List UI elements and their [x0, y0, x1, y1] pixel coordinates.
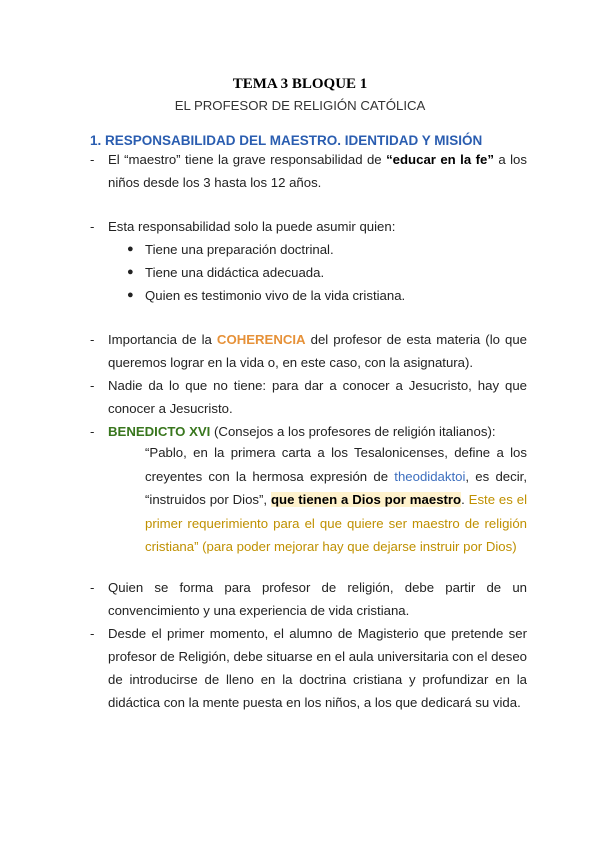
theodidaktoi-term: theodidaktoi [394, 468, 466, 484]
bullet-text: Tiene una didáctica adecuada. [145, 265, 325, 280]
text-run: . [461, 492, 469, 507]
list-item [90, 576, 527, 622]
text-run: El “maestro” tiene la grave responsabilidad de [108, 152, 387, 167]
dash-marker: - [90, 219, 95, 234]
section-heading: 1. RESPONSABILIDAD DEL MAESTRO. IDENTIDAD Y MISIÓN [90, 133, 483, 148]
list-item [90, 622, 527, 714]
benedicto-emphasis: BENEDICTO XVI [108, 424, 211, 439]
list-item [90, 148, 527, 194]
dash-marker: - [90, 424, 95, 439]
dash-marker: - [90, 626, 95, 641]
text-run: , es decir, “instruidos por Dios”, [145, 468, 527, 507]
bullet-icon: ● [127, 266, 134, 278]
text-run: a los niños desde los 3 hasta los 12 años. [108, 152, 527, 190]
bullet-text: Tiene una preparación doctrinal. [145, 242, 334, 257]
quote-block [145, 441, 527, 559]
bullet-item [127, 261, 324, 284]
page-title: TEMA 3 BLOQUE 1 [232, 76, 368, 92]
text-run: “Pablo, en la primera carta a los Tesalonicenses, define a los creyentes con la hermosa expresión de [145, 445, 527, 484]
bullet-item [127, 238, 334, 261]
paragraph-text: Quien se forma para profesor de religión, debe partir de un convencimiento y una experiencia de vida cristiana. [108, 580, 527, 618]
text-run: Importancia de la [108, 332, 217, 347]
bullet-text: Quien es testimonio vivo de la vida cristiana. [145, 288, 406, 303]
text-run: del profesor de esta materia (lo que queremos lograr en la vida o, en este caso, con la asignatura). [108, 332, 527, 370]
paragraph-text: Nadie da lo que no tiene: para dar a conocer a Jesucristo, hay que conocer a Jesucristo. [108, 378, 527, 416]
dash-marker: - [90, 152, 95, 167]
list-item [90, 215, 527, 238]
bullet-icon: ● [127, 243, 134, 255]
dash-marker: - [90, 378, 95, 393]
paragraph-text: Desde el primer momento, el alumno de Magisterio que pretende ser profesor de Religión, debe situarse en el aula universitaria con el deseo de introducirse de lleno en la doctrina cristiana y profundizar en la didáctica con la mente puesta en los niños, a los que dedicará su vida. [108, 626, 527, 710]
list-item [90, 374, 527, 420]
dash-marker: - [90, 332, 95, 347]
dash-marker: - [90, 580, 95, 595]
bullet-item [127, 284, 405, 307]
coherencia-emphasis: COHERENCIA [216, 332, 306, 347]
quote-gold-text: Este es el primer requerimiento para el que quiere ser maestro de religión cristiana” [145, 492, 527, 554]
quote-note: (para poder mejorar hay que dejarse instruir por Dios) [198, 539, 517, 554]
bullet-icon: ● [127, 289, 134, 301]
page-subtitle: EL PROFESOR DE RELIGIÓN CATÓLICA [174, 98, 426, 113]
paragraph-text [108, 328, 527, 374]
paragraph-text [108, 420, 527, 443]
paragraph-text [108, 148, 527, 194]
highlighted-text: que tienen a Dios por maestro [270, 492, 462, 507]
paragraph-text: Esta responsabilidad solo la puede asumir quien: [108, 219, 396, 234]
emphasis-text: “educar en la fe” [386, 152, 494, 167]
text-run: (Consejos a los profesores de religión italianos): [210, 424, 496, 439]
list-item [90, 328, 527, 374]
list-item [90, 420, 527, 443]
